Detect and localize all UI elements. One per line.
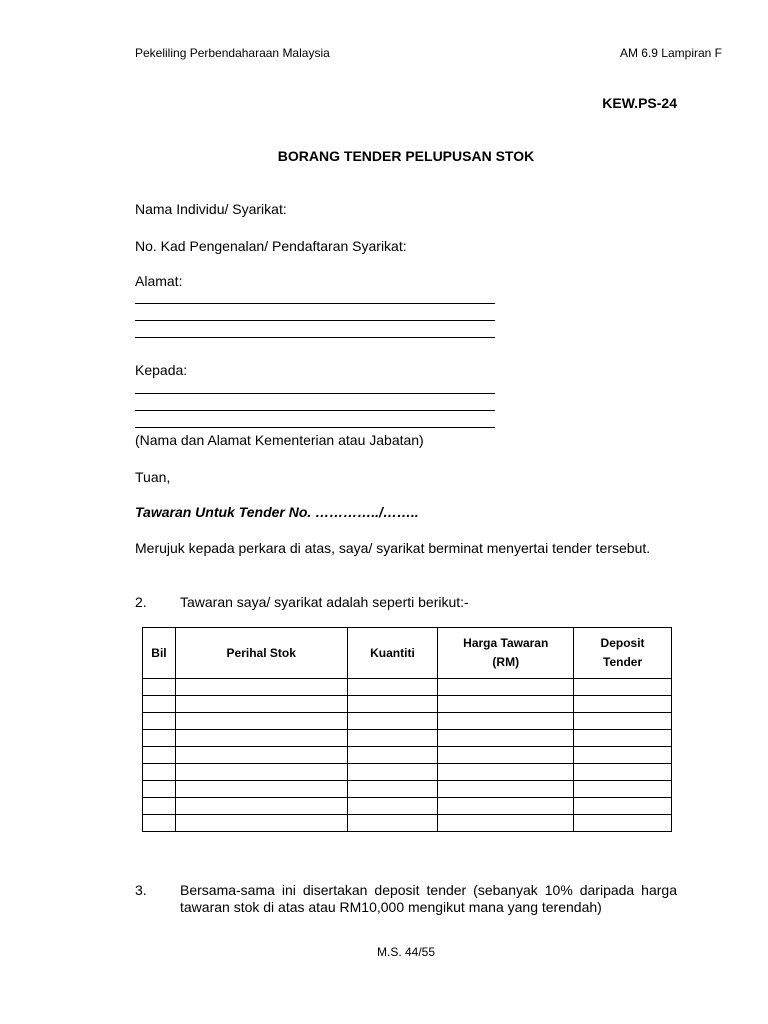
table-row xyxy=(143,781,672,798)
cell-kuantiti[interactable] xyxy=(347,747,438,764)
cell-bil[interactable] xyxy=(143,730,176,747)
cell-bil[interactable] xyxy=(143,815,176,832)
table-row xyxy=(143,764,672,781)
cell-perihal[interactable] xyxy=(175,747,347,764)
col-header-kuantiti: Kuantiti xyxy=(347,628,438,679)
cell-bil[interactable] xyxy=(143,747,176,764)
stock-table xyxy=(142,627,672,832)
alamat-line-2 xyxy=(135,320,495,321)
kepada-line-3 xyxy=(135,427,495,428)
cell-deposit[interactable] xyxy=(574,798,672,815)
cell-deposit[interactable] xyxy=(574,730,672,747)
cell-deposit[interactable] xyxy=(574,764,672,781)
table-row xyxy=(143,815,672,832)
form-code: KEW.PS-24 xyxy=(602,95,677,111)
cell-kuantiti[interactable] xyxy=(347,798,438,815)
cell-bil[interactable] xyxy=(143,679,176,696)
cell-perihal[interactable] xyxy=(175,764,347,781)
cell-perihal[interactable] xyxy=(175,781,347,798)
alamat-line-1 xyxy=(135,303,495,304)
cell-kuantiti[interactable] xyxy=(347,696,438,713)
cell-kuantiti[interactable] xyxy=(347,815,438,832)
table-row xyxy=(143,798,672,815)
field-nama-label: Nama Individu/ Syarikat: xyxy=(135,201,287,217)
cell-deposit[interactable] xyxy=(574,815,672,832)
col-header-harga: Harga Tawaran (RM) xyxy=(438,628,574,679)
header-left: Pekeliling Perbendaharaan Malaysia xyxy=(135,46,330,60)
cell-deposit[interactable] xyxy=(574,713,672,730)
form-title: BORANG TENDER PELUPUSAN STOK xyxy=(277,148,535,164)
cell-bil[interactable] xyxy=(143,798,176,815)
paragraph-1: Merujuk kepada perkara di atas, saya/ syarikat berminat menyertai tender tersebut. xyxy=(135,540,651,556)
kepada-line-1 xyxy=(135,393,495,394)
cell-deposit[interactable] xyxy=(574,781,672,798)
cell-bil[interactable] xyxy=(143,781,176,798)
cell-perihal[interactable] xyxy=(175,679,347,696)
field-kad-label: No. Kad Pengenalan/ Pendaftaran Syarikat: xyxy=(135,238,407,254)
col-header-bil: Bil xyxy=(143,628,176,679)
cell-perihal[interactable] xyxy=(175,730,347,747)
cell-bil[interactable] xyxy=(143,713,176,730)
cell-perihal[interactable] xyxy=(175,798,347,815)
cell-harga[interactable] xyxy=(438,679,574,696)
cell-kuantiti[interactable] xyxy=(347,679,438,696)
item-2-text: Tawaran saya/ syarikat adalah seperti berikut:- xyxy=(180,594,469,610)
table-row xyxy=(143,730,672,747)
header-right: AM 6.9 Lampiran F xyxy=(619,46,722,60)
cell-harga[interactable] xyxy=(438,696,574,713)
cell-perihal[interactable] xyxy=(175,713,347,730)
tender-reference: Tawaran Untuk Tender No. …………../…….. xyxy=(135,504,419,520)
cell-bil[interactable] xyxy=(143,764,176,781)
cell-kuantiti[interactable] xyxy=(347,764,438,781)
cell-deposit[interactable] xyxy=(574,747,672,764)
table-header-row xyxy=(143,628,672,679)
item-2-number: 2. xyxy=(135,594,147,610)
table-row xyxy=(143,713,672,730)
cell-kuantiti[interactable] xyxy=(347,730,438,747)
field-alamat-label: Alamat: xyxy=(135,273,183,289)
cell-harga[interactable] xyxy=(438,798,574,815)
alamat-line-3 xyxy=(135,337,495,338)
cell-harga[interactable] xyxy=(438,764,574,781)
cell-deposit[interactable] xyxy=(574,696,672,713)
page-number: M.S. 44/55 xyxy=(376,945,436,959)
table-row xyxy=(143,679,672,696)
item-3-number: 3. xyxy=(135,882,147,898)
cell-harga[interactable] xyxy=(438,730,574,747)
cell-harga[interactable] xyxy=(438,815,574,832)
cell-harga[interactable] xyxy=(438,781,574,798)
col-header-perihal: Perihal Stok xyxy=(175,628,347,679)
cell-bil[interactable] xyxy=(143,696,176,713)
col-header-deposit: Deposit Tender xyxy=(574,628,672,679)
cell-harga[interactable] xyxy=(438,747,574,764)
cell-perihal[interactable] xyxy=(175,815,347,832)
cell-kuantiti[interactable] xyxy=(347,713,438,730)
kepada-line-2 xyxy=(135,410,495,411)
kepada-note: (Nama dan Alamat Kementerian atau Jabatan) xyxy=(135,432,424,448)
salutation: Tuan, xyxy=(135,469,171,485)
cell-perihal[interactable] xyxy=(175,696,347,713)
table-row xyxy=(143,747,672,764)
field-kepada-label: Kepada: xyxy=(135,362,188,378)
cell-kuantiti[interactable] xyxy=(347,781,438,798)
cell-harga[interactable] xyxy=(438,713,574,730)
table-row xyxy=(143,696,672,713)
cell-deposit[interactable] xyxy=(574,679,672,696)
item-3-text: Bersama-sama ini disertakan deposit tender (sebanyak 10% daripada harga tawaran stok di atas atau RM10,000 mengikut mana yang terendah) xyxy=(180,882,677,915)
